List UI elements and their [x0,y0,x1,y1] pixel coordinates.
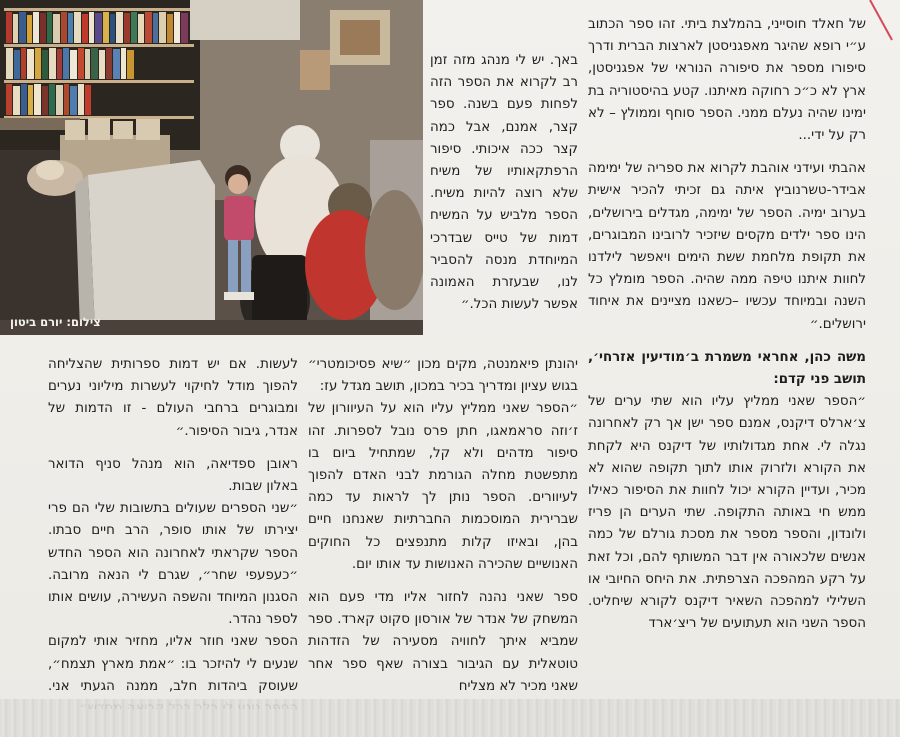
paragraph: משה כהן, אחראי משמרת ב׳מודיעין אזרחי׳, תושב פני קדם: [588,349,866,388]
paragraph: ״הספר שאני ממליץ עליו הוא על העיוורון של ז׳וזה סראמאגו, חתן פרס נובל לספרות. זהו סיפור מדהים ולא קל, שמתחיל ביום בו מתפשטת מחלה הגורמת לבני האדם להפוך לעיוורים. הספר נותן לך לראות עד כמה שברירית המוסכמות החברתיות שאנחנו חיים בהן, ובאיזו קלות מתנפצים כל החוקים האנושיים שהכירה האנושות עד אותו יום. [308,401,578,572]
library-scene-image [0,0,423,335]
paragraph: הספר שאני חוזר אליו, מחזיר אותי למקום שנעים לי להיזכר בו: ״אמת מארץ תצמח״, שעוסק ביהדות חלב, ממנה הגעתי אני. [48,634,298,694]
paragraph: אהבתי ועידני אוהבת לקרוא את ספריה של ימימה אבידר-טשרנוביץ איתה גם זכיתי להכיר אישית בערוב ימיה. הספר של ימימה, מגדלים בירושלים, הינו ספר ילדים מקסים שיזכיר לרובינו המבוגרים, את תקופת מלחמת ששת הימים ויאפשר לילדנו לחוות איתנו טיפה ממה שהיה. הספר מומלץ כל השנה ובמיוחד עכשיו –כשאנו מציינים את איחוד ירושלים.״ [588,161,866,332]
paragraph: יהונתן פיאמנטה, מקים מכון ״שיא פסיכומטרי״ בגוש עציון ומדריך בכיר במכון, תושב מגדל עז: [308,357,578,395]
column-left [48,354,298,709]
column-middle-bottom [308,354,578,709]
column-middle-top [430,50,578,340]
paragraph: ספר שאני נהנה לחזור אליו מדי פעם הוא המשחק של אנדר של אורסון סקוט קארד. ספר שמביא איתך לחוויה מסעירה של הזדהות טוטאלית עם הגיבור בצורה שאף ספר אחר שאני מכיר לא מצליח [308,590,578,694]
paragraph: ״שני הספרים שעולים בתשובות שלי הם פרי יצירתו של אותו סופר, הרב חיים סבתו. הספר שקראתי לאחרונה הוא הספר החדש ״כעפעפי שחר״, שגרם לי הנאה מרובה. הסגנון המיוחד והשפה העשירה, עושים אותו לספר נהדר. [48,501,298,628]
paragraph: ראובן ספדיאה, הוא מנהל סניף הדואר באלון שבות. [48,456,298,495]
photo-credit: צילום: יורם ביטון [10,315,101,329]
page-bottom-edge [0,699,900,737]
column-right [588,14,866,704]
paragraph: ״הספר שאני ממליץ עליו הוא שתי ערים של צ׳ארלס דיקנס, אמנם ספר ישן אך רק לאחרונה נגלה לי. אחת מגדולותיו של דיקנס היא לקחת את הקורא ולזרוק אותו לתוך תקופה שהוא לא מכיר, ועדיין הקורא יכול לחוות את הסיפור כאילו ממש חי באותה התקופה. שתי הערים הן פריז ולונדון, והספר מספר את מסכת גורלם של כמה אנשים שלכאורה אין דבר המשותף להם, וכל זאת על רקע המהפכה הצרפתית. את היחס החיובי או השלילי למהפכה השאיר דיקנס לקורא שיחליט. הספר השני הוא תעתועים של ריצ׳ארד [588,394,866,632]
paragraph: לעשות. אם יש דמות ספרותית שהצליחה להפוך מודל לחיקוי לעשרות מיליוני נערים ומבוגרים ברחבי העולם - זו הדמות של אנדר, גיבור הסיפור.״ [48,357,298,439]
paragraph: של חאלד חוסייני, בהמלצת ביתי. זהו ספר הכתוב ע״י רופא שהיגר מאפגניסטן לארצות הברית ודרך סיפורו מספר את סיפורה הנוראי של אפגניסטן, ארץ לא כ״כ רחוקה מאיתנו. קטע בהיסטוריה בת ימינו שהיה נעלם ממני. הספר סוחף וממולץ – לא רק על ידי... [588,17,866,144]
paragraph: באך. יש לי מנהג מזה זמן רב לקרוא את הספר הזה לפחות פעם בשנה. ספר קצר, אמנם, אבל כמה קצר ככה איכותי. סיפור הרפתקאותיו של משיח שלא רוצה להיות משיח. הספר מלביש על המשיח דמות של טייס שבדרכי המיוחדת מנסה להסביר לנו, שבעזרת האמונה אפשר לעשות הכל.״ [430,53,578,313]
library-photo [0,0,423,335]
